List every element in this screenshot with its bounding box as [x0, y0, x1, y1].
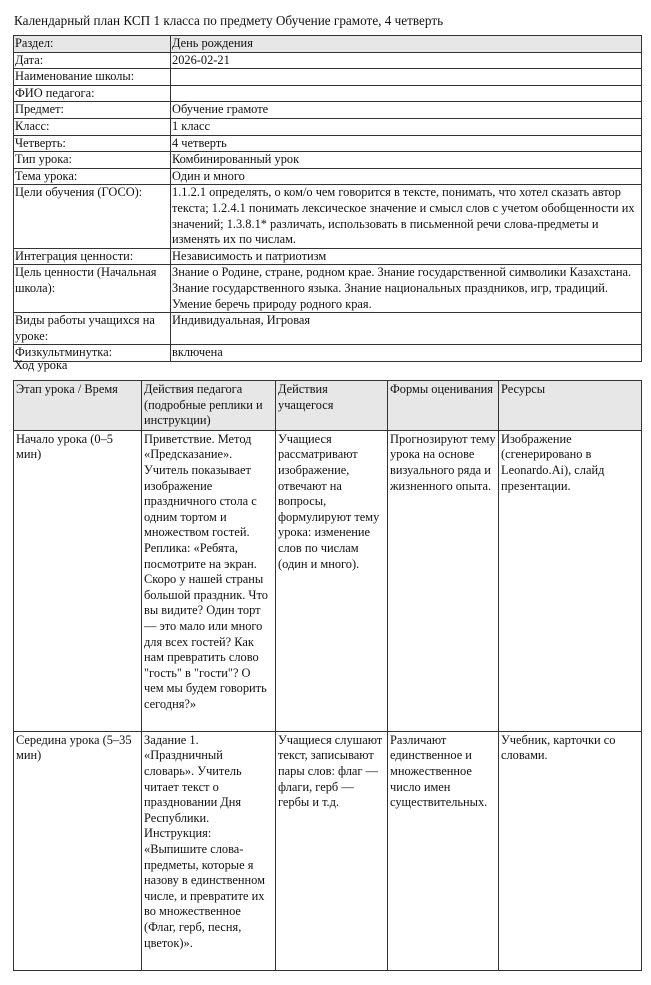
info-key: Тема урока:	[14, 168, 171, 185]
info-row-date	[14, 52, 642, 69]
info-row-subject	[14, 102, 642, 119]
cell-teacher-actions: Задание 1. «Праздничный словарь». Учитель читает текст о праздновании Дня Республики. Инструкция: «Выпишите слова-предметы, которые я назову в единственном числе, и превратите их во множественное (Флаг, герб, песня, цветок)».	[142, 731, 276, 970]
lesson-plan-table	[13, 380, 642, 971]
info-key: Предмет:	[14, 102, 171, 119]
info-row-teacher	[14, 85, 642, 102]
info-row-work-types	[14, 313, 642, 345]
info-value: 4 четверть	[171, 135, 642, 152]
info-value: 1.1.2.1 определять, о ком/о чем говорится в тексте, понимать, что хотел сказать автор текста; 1.2.4.1 понимать лексическое значение и смысл слов с учетом обобщенности их значений; 1.3.8.1* различать, использовать в письменной речи слова-предметы и изменять их по числам.	[171, 185, 642, 248]
plan-header-row	[14, 381, 642, 431]
document-title: Календарный план КСП 1 класса по предмету Обучение грамоте, 4 четверть	[14, 13, 444, 28]
cell-student-actions: Учащиеся слушают текст, записывают пары слов: флаг — флаги, герб — гербы и т.д.	[276, 731, 388, 970]
info-value: Знание о Родине, стране, родном крае. Знание государственной символики Казахстана. Знание государственного языка. Знание национальных праздников, игр, традиций. Умение беречь природу родного края.	[171, 265, 642, 313]
info-key: Наименование школы:	[14, 69, 171, 86]
info-value: Независимость и патриотизм	[171, 248, 642, 265]
info-row-value-goal	[14, 265, 642, 313]
info-key: ФИО педагога:	[14, 85, 171, 102]
info-key: Четверть:	[14, 135, 171, 152]
info-key: Раздел:	[14, 36, 171, 53]
plan-row-start	[14, 430, 642, 731]
cell-assessment: Прогнозируют тему урока на основе визуального ряда и жизненного опыта.	[388, 430, 499, 731]
cell-resources: Изображение (сгенерировано в Leonardo.Ai), слайд презентации.	[499, 430, 642, 731]
info-row-topic	[14, 168, 642, 185]
header-resources: Ресурсы	[499, 381, 642, 431]
info-value: 2026-02-21	[171, 52, 642, 69]
info-row-quarter	[14, 135, 642, 152]
cell-student-actions: Учащиеся рассматривают изображение, отвечают на вопросы, формулируют тему урока: изменение слов по числам (один и много).	[276, 430, 388, 731]
header-stage: Этап урока / Время	[14, 381, 142, 431]
info-value: Комбинированный урок	[171, 152, 642, 169]
info-row-section	[14, 36, 642, 53]
info-row-school	[14, 69, 642, 86]
cell-resources: Учебник, карточки со словами.	[499, 731, 642, 970]
info-row-physical-break	[14, 345, 642, 362]
info-value: включена	[171, 345, 642, 362]
cell-stage: Середина урока (5–35 мин)	[14, 731, 142, 970]
info-value: Один и много	[171, 168, 642, 185]
header-assessment: Формы оценивания	[388, 381, 499, 431]
info-row-value-integration	[14, 248, 642, 265]
info-value	[171, 85, 642, 102]
info-key: Цель ценности (Начальная школа):	[14, 265, 171, 313]
info-row-class	[14, 118, 642, 135]
cell-stage: Начало урока (0–5 мин)	[14, 430, 142, 731]
plan-row-middle	[14, 731, 642, 970]
section-label: Ход урока	[14, 358, 68, 372]
info-value: День рождения	[171, 36, 642, 53]
info-key: Цели обучения (ГОСО):	[14, 185, 171, 248]
info-value: Индивидуальная, Игровая	[171, 313, 642, 345]
info-key: Тип урока:	[14, 152, 171, 169]
header-student-actions: Действия учащегося	[276, 381, 388, 431]
info-key: Интеграция ценности:	[14, 248, 171, 265]
cell-teacher-actions: Приветствие. Метод «Предсказание». Учитель показывает изображение праздничного стола с одним тортом и множеством гостей. Реплика: «Ребята, посмотрите на экран. Скоро у нашей страны большой праздник. Что вы видите? Один торт — это мало или много для всех гостей? Как нам превратить слово "гость" в "гости"? О чем мы будем говорить сегодня?»	[142, 430, 276, 731]
info-key: Класс:	[14, 118, 171, 135]
lesson-info-table	[13, 35, 642, 362]
info-key: Дата:	[14, 52, 171, 69]
info-row-objectives	[14, 185, 642, 248]
header-teacher-actions: Действия педагога (подробные реплики и инструкции)	[142, 381, 276, 431]
info-key: Виды работы учащихся на уроке:	[14, 313, 171, 345]
info-row-lesson-type	[14, 152, 642, 169]
info-key: Физкультминутка:	[14, 345, 171, 362]
info-value	[171, 69, 642, 86]
info-value: Обучение грамоте	[171, 102, 642, 119]
info-value: 1 класс	[171, 118, 642, 135]
cell-assessment: Различают единственное и множественное число имен существительных.	[388, 731, 499, 970]
